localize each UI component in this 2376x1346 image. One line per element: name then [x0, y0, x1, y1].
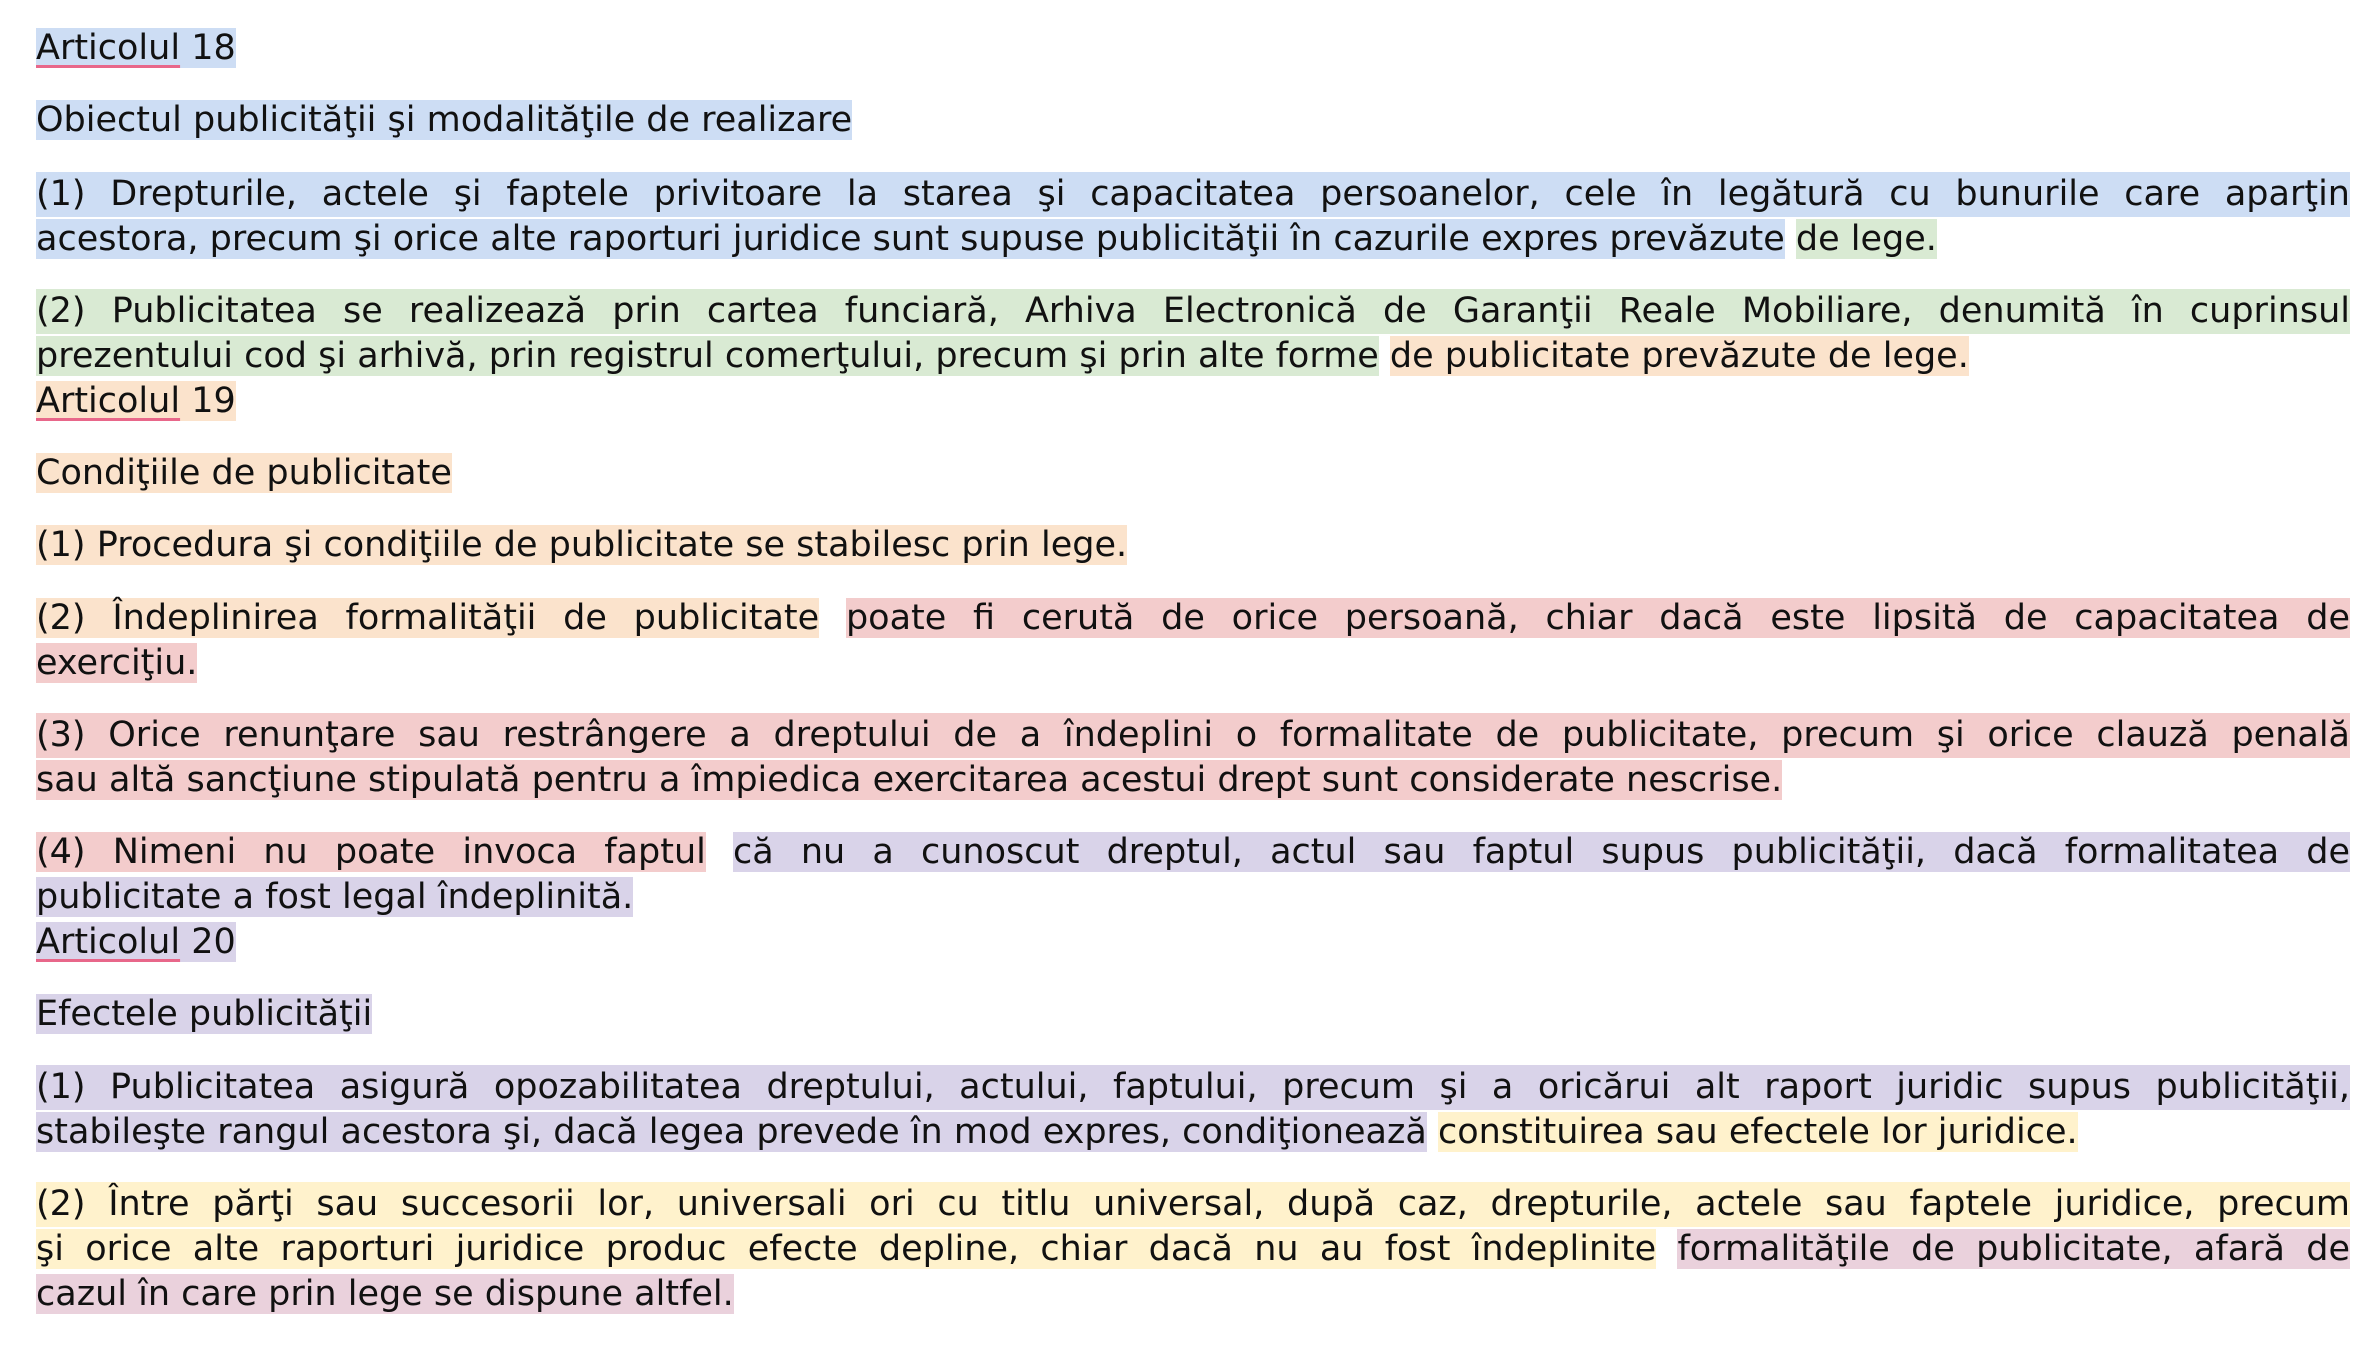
article-18-heading-highlight	[36, 28, 236, 68]
article-20-heading-word: Articolul	[36, 922, 181, 962]
article-18-paragraph-1-line-2-text-a: acestora, precum şi orice alte raporturi juridice sunt supuse publicităţii în cazurile expres prevăzute	[36, 219, 1785, 259]
article-18-paragraph-2-line-2	[36, 334, 1969, 379]
article-20-title	[36, 992, 372, 1037]
article-18-paragraph-2-line-1	[36, 289, 2350, 334]
article-20-heading-number: 20	[180, 922, 236, 962]
article-19-paragraph-3-line-1	[36, 713, 2350, 758]
article-18-heading	[36, 26, 236, 71]
article-19-paragraph-1	[36, 523, 1127, 568]
article-20-paragraph-2-line-1	[36, 1182, 2350, 1227]
article-19-paragraph-2-line-1	[36, 596, 2350, 641]
article-19-paragraph-2-line-2	[36, 641, 197, 686]
article-19-paragraph-3-line-2	[36, 758, 1782, 803]
article-18-paragraph-1-line-2	[36, 217, 1937, 262]
article-20-heading-highlight	[36, 922, 236, 962]
article-18-heading-word: Articolul	[36, 28, 181, 68]
article-19-heading-number: 19	[180, 381, 236, 421]
article-19-paragraph-2-line-1-text-a: (2) Îndeplinirea formalităţii de publicitate	[36, 598, 820, 638]
article-20-paragraph-1-line-1	[36, 1065, 2350, 1110]
article-20-paragraph-1-line-1-text: (1) Publicitatea asigură opozabilitatea dreptului, actului, faptului, precum şi a oricărui alt raport juridic supus publicităţii,	[36, 1067, 2350, 1107]
article-20-paragraph-2-line-3	[36, 1272, 734, 1317]
article-20-paragraph-1-line-2-text-a: stabileşte rangul acestora şi, dacă legea prevede în mod expres, condiţionează	[36, 1112, 1427, 1152]
article-19-paragraph-3-line-1-text: (3) Orice renunţare sau restrângere a dreptului de a îndeplini o formalitate de publicitate, precum şi orice clauză penală	[36, 715, 2350, 755]
article-19-paragraph-4-line-2-text: publicitate a fost legal îndeplinită.	[36, 877, 634, 917]
article-19-heading-highlight	[36, 381, 236, 421]
article-18-heading-number: 18	[180, 28, 236, 68]
article-20-paragraph-1-line-2	[36, 1110, 2078, 1155]
article-20-paragraph-2-line-2-text-a: şi orice alte raporturi juridice produc efecte depline, chiar dacă nu au fost îndeplinite	[36, 1229, 1657, 1269]
article-20-heading	[36, 920, 236, 965]
article-18-title	[36, 98, 852, 143]
article-19-title	[36, 451, 452, 496]
article-20-paragraph-2-line-2	[36, 1227, 2350, 1272]
article-18-paragraph-2-line-1-text: (2) Publicitatea se realizează prin cartea funciară, Arhiva Electronică de Garanţii Reale Mobiliare, denumită în cuprinsul	[36, 291, 2350, 331]
article-19-title-text: Condiţiile de publicitate	[36, 453, 452, 493]
article-18-paragraph-2-line-2-text-b: de publicitate prevăzute de lege.	[1389, 336, 1969, 376]
article-19-paragraph-2-line-2-text: exerciţiu.	[36, 643, 198, 683]
article-19-paragraph-4-line-1-text-a: (4) Nimeni nu poate invoca faptul	[36, 832, 706, 872]
article-18-title-text: Obiectul publicităţii şi modalităţile de realizare	[36, 100, 853, 140]
article-18-paragraph-2-line-2-text-a: prezentului cod şi arhivă, prin registrul comerţului, precum şi prin alte forme	[36, 336, 1379, 376]
article-19-heading	[36, 379, 236, 424]
article-19-heading-word: Articolul	[36, 381, 181, 421]
article-20-title-text: Efectele publicităţii	[36, 994, 373, 1034]
article-20-paragraph-1-line-2-text-b: constituirea sau efectele lor juridice.	[1437, 1112, 2078, 1152]
article-19-paragraph-1-text: (1) Procedura şi condiţiile de publicitate se stabilesc prin lege.	[36, 525, 1128, 565]
article-20-paragraph-2-line-3-text: cazul în care prin lege se dispune altfel.	[36, 1274, 734, 1314]
article-18-paragraph-1-line-1	[36, 172, 2350, 217]
article-18-paragraph-1-line-1-text: (1) Drepturile, actele şi faptele privitoare la starea şi capacitatea persoanelor, cele în legătură cu bunurile care aparţin	[36, 174, 2350, 214]
article-19-paragraph-4-line-2	[36, 875, 633, 920]
article-20-paragraph-2-line-2-text-b: formalităţile de publicitate, afară de	[1677, 1229, 2350, 1269]
article-18-paragraph-1-line-2-text-b: de lege.	[1795, 219, 1937, 259]
article-19-paragraph-3-line-2-text: sau altă sancţiune stipulată pentru a împiedica exercitarea acestui drept sunt considerate nescrise.	[36, 760, 1783, 800]
article-19-paragraph-4-line-1	[36, 830, 2350, 875]
article-20-paragraph-2-line-1-text: (2) Între părţi sau succesorii lor, universali ori cu titlu universal, după caz, drepturile, actele sau faptele juridice, precum	[36, 1184, 2350, 1224]
article-19-paragraph-4-line-1-text-b: că nu a cunoscut dreptul, actul sau faptul supus publicităţii, dacă formalitatea de	[733, 832, 2351, 872]
article-19-paragraph-2-line-1-text-b: poate fi cerută de orice persoană, chiar dacă este lipsită de capacitatea de	[845, 598, 2351, 638]
